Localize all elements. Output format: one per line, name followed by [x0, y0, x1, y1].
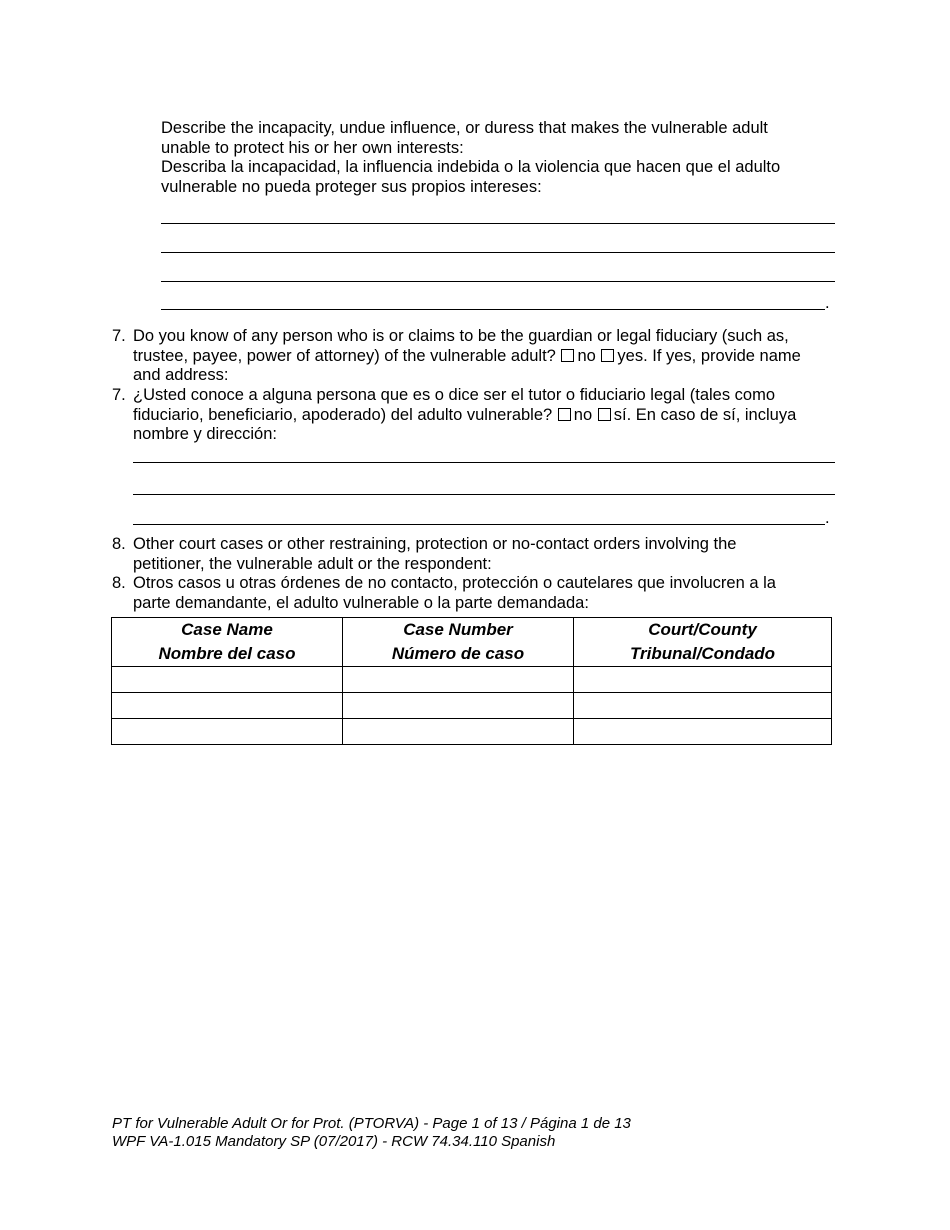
item-8-es-line2: parte demandante, el adulto vulnerable o la parte demandada: — [133, 593, 589, 612]
incapacity-question-es-line2: vulnerable no pueda proteger sus propios intereses: — [161, 177, 542, 196]
guardian-answer-line-2[interactable] — [133, 494, 835, 495]
tutor-no-label: no — [573, 405, 593, 424]
item-7-es-line2 — [133, 406, 832, 426]
item-7-en-line2 — [133, 347, 832, 367]
item-8-en — [112, 535, 832, 574]
table-cell[interactable] — [112, 667, 343, 693]
item-7-en-question: trustee, payee, power of attorney) of the vulnerable adult? — [133, 346, 556, 365]
guardian-yes-label: yes. If yes, provide name — [617, 346, 801, 365]
table-cell[interactable] — [574, 693, 832, 719]
incapacity-answer-line-2[interactable] — [161, 252, 835, 253]
case-name-header-es: Nombre del caso — [158, 644, 296, 663]
case-name-header-en: Case Name — [181, 620, 273, 639]
footer-line-1: PT for Vulnerable Adult Or for Prot. (PTORVA) - Page 1 of 13 / Página 1 de 13 — [112, 1115, 631, 1132]
tutor-no-checkbox[interactable] — [558, 408, 571, 421]
item-7-en-number: 7. — [112, 327, 126, 345]
incapacity-question-en-line2: unable to protect his or her own interests: — [161, 138, 464, 157]
guardian-yes-checkbox[interactable] — [601, 349, 614, 362]
table-cell[interactable] — [574, 719, 832, 745]
incapacity-answer-line-3[interactable] — [161, 281, 835, 282]
table-cell[interactable] — [343, 667, 574, 693]
incapacity-answer-line-4[interactable] — [161, 309, 825, 310]
item-7-en — [112, 327, 832, 386]
case-number-header-en: Case Number — [403, 620, 513, 639]
item-8-en-line1: Other court cases or other restraining, protection or no-contact orders involving the — [133, 535, 737, 553]
court-county-header-es: Tribunal/Condado — [629, 644, 776, 663]
item-8-es-line1: Otros casos u otras órdenes de no contacto, protección o cautelares que involucren a la — [133, 574, 776, 592]
court-county-header — [574, 618, 832, 667]
item-7-en-line3: and address: — [133, 366, 229, 384]
table-cell[interactable] — [343, 719, 574, 745]
item-7-es-question: fiduciario, beneficiario, apoderado) del adulto vulnerable? — [133, 405, 553, 424]
item-8-en-line2: petitioner, the vulnerable adult or the respondent: — [133, 554, 492, 573]
item-8-es — [112, 574, 832, 613]
table-row — [112, 693, 832, 719]
guardian-answer-line-1[interactable] — [133, 462, 835, 463]
guardian-no-checkbox[interactable] — [561, 349, 574, 362]
table-cell[interactable] — [112, 719, 343, 745]
court-county-header-en: Court/County — [648, 620, 757, 639]
item-7-en-line1: Do you know of any person who is or claims to be the guardian or legal fiduciary (such as, — [133, 327, 789, 345]
guardian-no-label: no — [577, 346, 596, 365]
incapacity-question-es-line1: Describa la incapacidad, la influencia indebida o la violencia que hacen que el adulto — [161, 158, 781, 176]
other-cases-table — [111, 617, 832, 745]
table-row — [112, 667, 832, 693]
line-end-period: . — [825, 294, 830, 312]
table-cell[interactable] — [112, 693, 343, 719]
table-cell[interactable] — [574, 667, 832, 693]
case-number-header-es: Número de caso — [391, 644, 525, 663]
footer-line-2: WPF VA-1.015 Mandatory SP (07/2017) - RCW 74.34.110 Spanish — [112, 1133, 556, 1150]
table-row — [112, 719, 832, 745]
incapacity-answer-line-1[interactable] — [161, 223, 835, 224]
page-footer — [112, 1115, 631, 1151]
incapacity-question — [161, 119, 861, 197]
tutor-yes-checkbox[interactable] — [598, 408, 611, 421]
table-cell[interactable] — [343, 693, 574, 719]
guardian-answer-line-3[interactable] — [133, 524, 825, 525]
item-7-es-line3: nombre y dirección: — [133, 425, 277, 443]
tutor-yes-label: sí. En caso de sí, incluya — [613, 405, 797, 424]
case-number-header — [343, 618, 574, 667]
item-8-es-number: 8. — [112, 574, 126, 592]
line-end-period: . — [825, 509, 830, 527]
table-header-row — [112, 618, 832, 667]
item-7-es — [112, 386, 832, 445]
incapacity-question-en-line1: Describe the incapacity, undue influence, or duress that makes the vulnerable adult — [161, 119, 768, 137]
item-8-en-number: 8. — [112, 535, 126, 553]
item-7-es-number: 7. — [112, 386, 126, 404]
item-7-es-line1: ¿Usted conoce a alguna persona que es o dice ser el tutor o fiduciario legal (tales como — [133, 386, 776, 404]
case-name-header — [112, 618, 343, 667]
